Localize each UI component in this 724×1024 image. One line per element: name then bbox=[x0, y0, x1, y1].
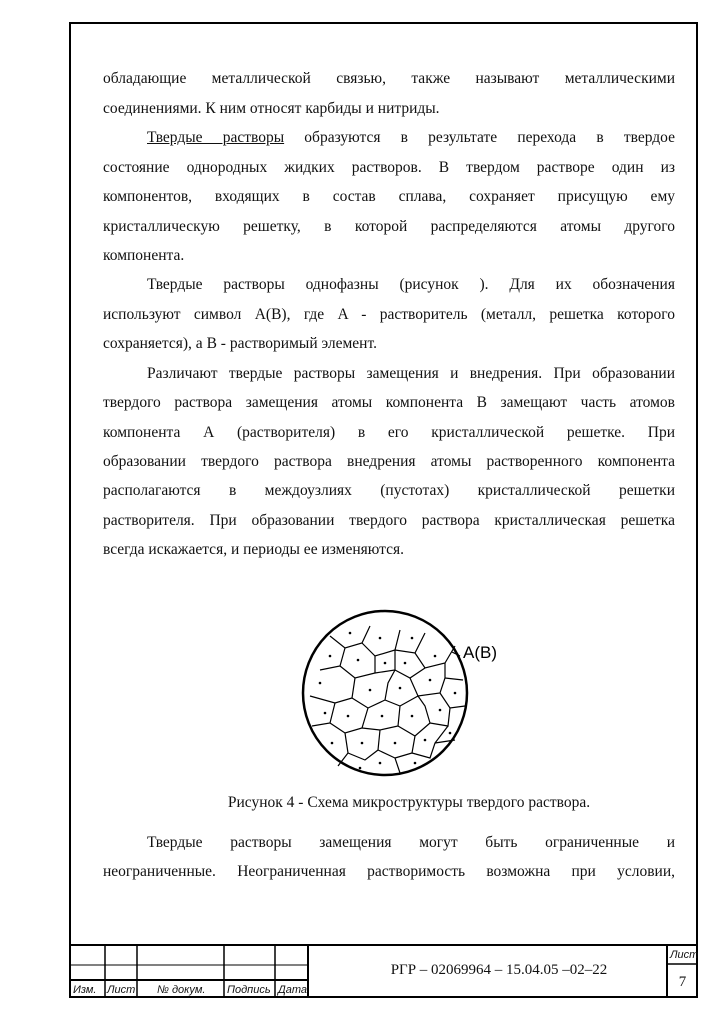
text-line: Различают твердые растворы замещения и внедрения. При образовании bbox=[147, 365, 675, 382]
sheet-number: 7 bbox=[678, 974, 687, 990]
document-number: РГР – 02069964 – 15.04.05 –02–22 bbox=[390, 962, 608, 978]
text-line bbox=[103, 123, 675, 152]
text-line: образовании твердого раствора внедрения атомы растворенного компонента bbox=[103, 453, 675, 470]
figure-caption: Рисунок 4 - Схема микроструктуры твердого раствора. bbox=[227, 794, 591, 811]
text-line: состояние однородных жидких растворов. В твердом растворе один из bbox=[103, 159, 675, 176]
text-line: кристаллическую решетку, в которой распределяются атомы другого bbox=[103, 218, 675, 235]
text-line: компонентов, входящих в состав сплава, сохраняет присущую ему bbox=[103, 188, 675, 205]
term-underlined: Твердые растворы bbox=[147, 129, 285, 146]
text-line: компонента. bbox=[103, 247, 185, 264]
text-line: сохраняется), а B - растворимый элемент. bbox=[103, 335, 377, 352]
grain-diagram bbox=[300, 608, 510, 778]
phase-label: A(B) bbox=[463, 643, 497, 662]
text-line: используют символ A(B), где A - растворитель (металл, решетка которого bbox=[103, 306, 675, 323]
text-line: Твердые растворы замещения могут быть ограниченные и bbox=[147, 834, 675, 851]
grain-boundary-circle bbox=[303, 611, 467, 775]
text-span: образуются в результате перехода в твердое bbox=[284, 129, 675, 146]
text-line: всегда искажается, и периоды ее изменяются. bbox=[103, 541, 404, 558]
text-line: Твердые растворы однофазны (рисунок ). Для их обозначения bbox=[147, 276, 675, 293]
microstructure-figure bbox=[300, 608, 510, 778]
col-izm-label: Изм. bbox=[73, 984, 97, 996]
text-line: обладающие металлической связью, также называют металлическими bbox=[103, 70, 675, 87]
text-line: твердого раствора замещения атомы компонента В замещают часть атомов bbox=[103, 394, 675, 411]
title-block bbox=[69, 944, 698, 998]
text-line: неограниченные. Неограниченная растворимость возможна при условии, bbox=[103, 863, 675, 880]
col-date-label: Дата bbox=[278, 984, 308, 996]
text-line: компонента А (растворителя) в его кристаллической решетке. При bbox=[103, 424, 675, 441]
col-docnum-label: № докум. bbox=[157, 984, 206, 996]
sheet-label: Лист bbox=[670, 949, 699, 961]
col-signature-label: Подпись bbox=[227, 984, 271, 996]
text-line: растворителя. При образовании твердого раствора кристаллическая решетка bbox=[103, 512, 675, 529]
text-line: соединениями. К ним относят карбиды и нитриды. bbox=[103, 100, 440, 117]
text-line: располагаются в междоузлиях (пустотах) кристаллической решетки bbox=[103, 482, 675, 499]
col-list-label: Лист bbox=[107, 984, 136, 996]
